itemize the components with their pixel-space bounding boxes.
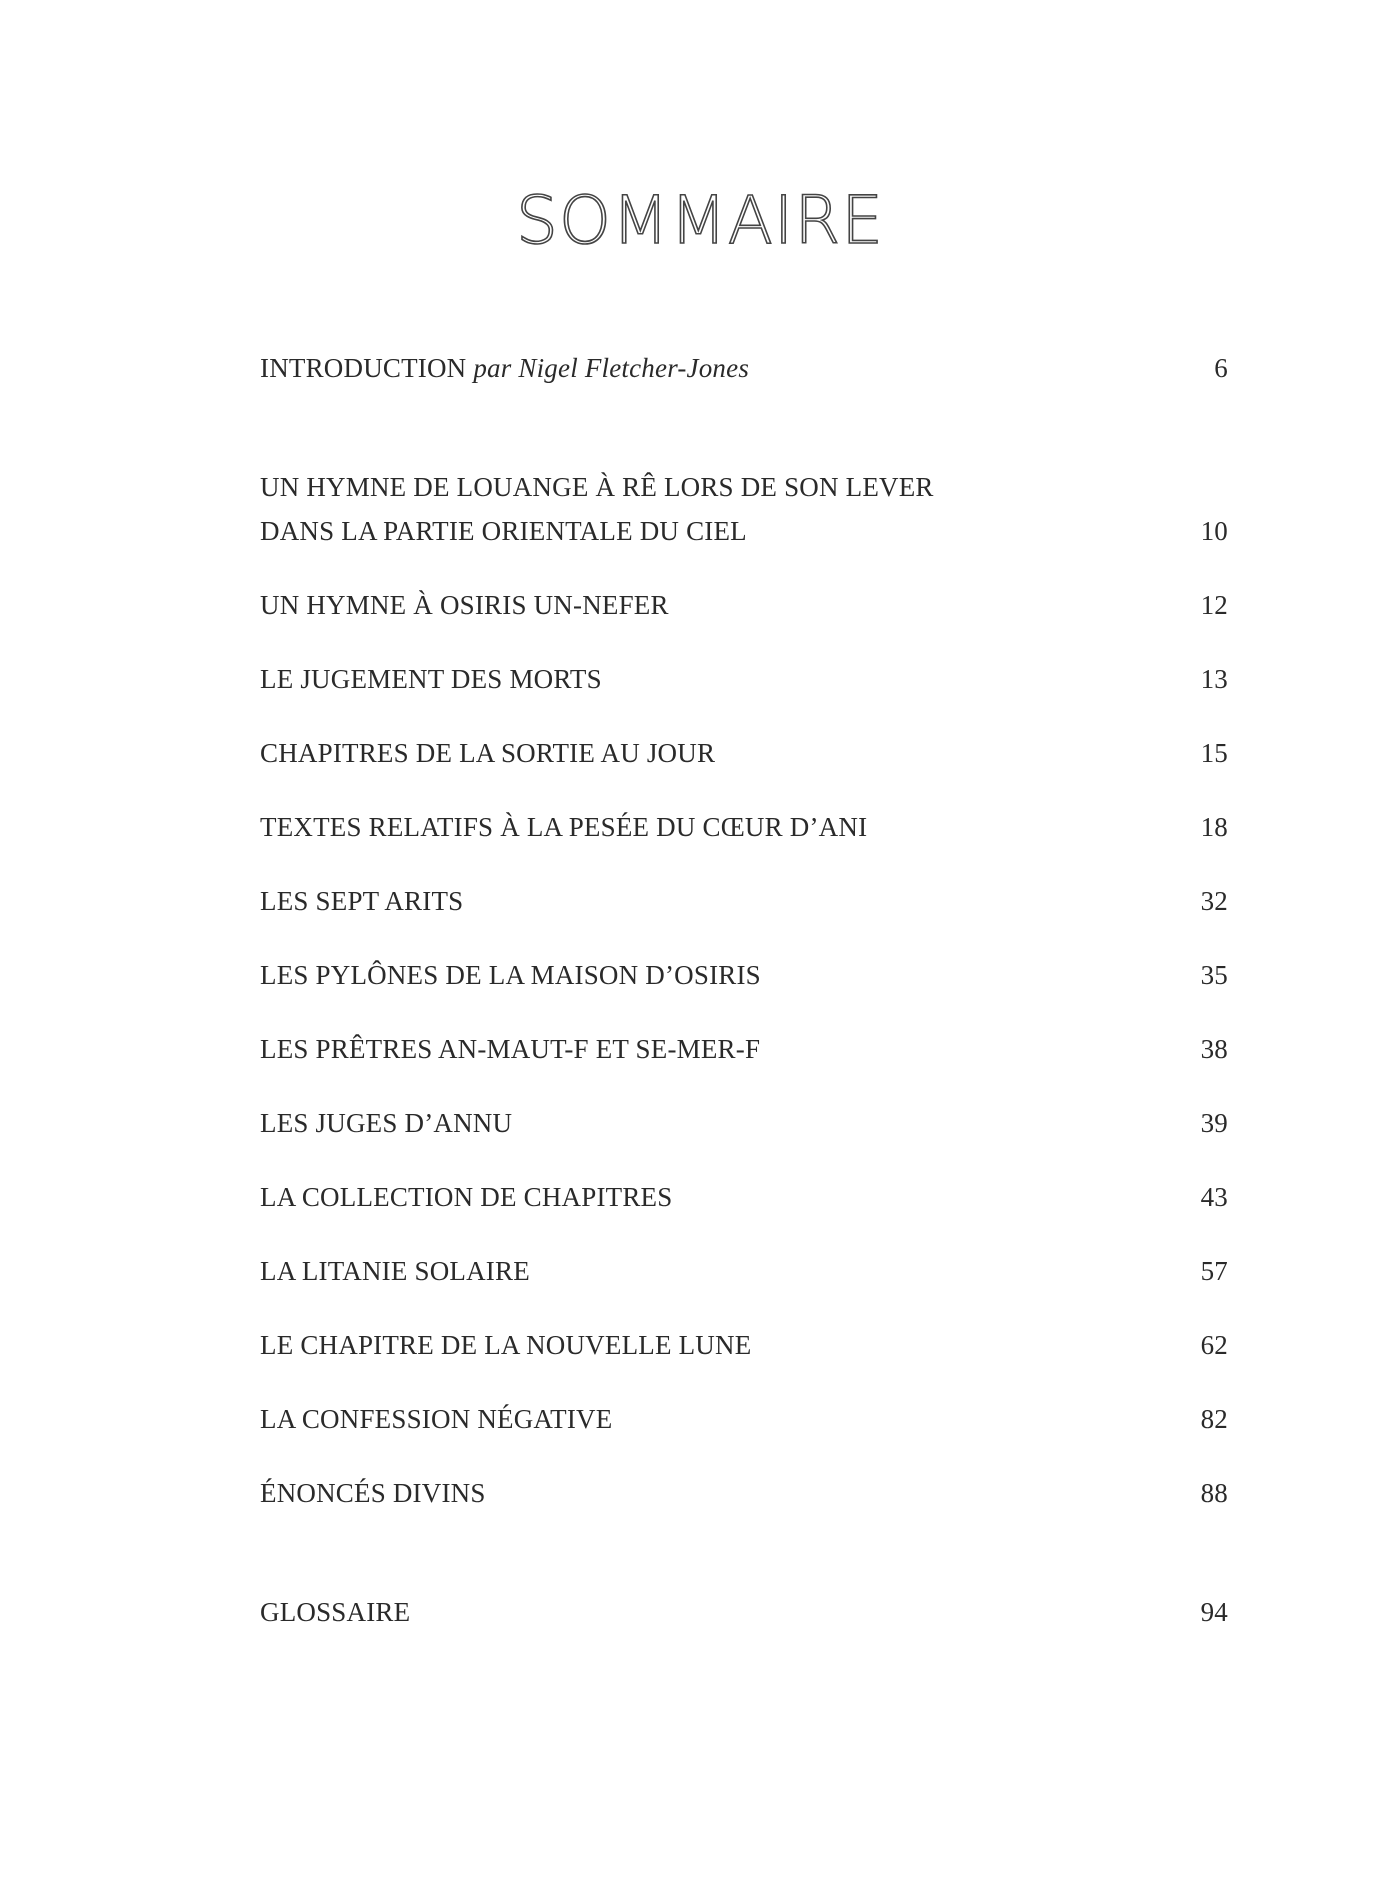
- toc-entry-label-continued: DANS LA PARTIE ORIENTALE DU CIEL: [260, 516, 747, 546]
- page-title: SOMMAIRE: [516, 182, 884, 259]
- toc-entry-page: 13: [1200, 664, 1228, 694]
- toc-entry: [260, 1175, 1228, 1219]
- introduction-author: par Nigel Fletcher-Jones: [473, 353, 750, 383]
- toc-entry-label: GLOSSAIRE: [260, 1597, 411, 1627]
- toc-entry-label: LA LITANIE SOLAIRE: [260, 1256, 530, 1286]
- toc-entry: [260, 1471, 1228, 1515]
- toc-entry-introduction: [260, 346, 1228, 390]
- toc-entry: [260, 657, 1228, 701]
- toc-entry-page: 88: [1200, 1478, 1228, 1508]
- toc-entry-page: 12: [1200, 590, 1228, 620]
- toc-entry-page: 39: [1200, 1108, 1228, 1138]
- toc-entry: [260, 731, 1228, 775]
- toc-entry: [260, 1249, 1228, 1293]
- toc-entry-label: LES SEPT ARITS: [260, 886, 464, 916]
- toc-entry-label: ÉNONCÉS DIVINS: [260, 1478, 486, 1508]
- toc-entry: [260, 1397, 1228, 1441]
- toc-entry-page: 43: [1200, 1182, 1228, 1212]
- toc-entry: [260, 1101, 1228, 1145]
- toc-entry-page: 82: [1200, 1404, 1228, 1434]
- introduction-label: INTRODUCTION: [260, 353, 467, 383]
- toc-entry-page: 15: [1200, 738, 1228, 768]
- toc-entry-label: LA CONFESSION NÉGATIVE: [260, 1404, 613, 1434]
- toc-entry-page: 6: [1214, 353, 1228, 383]
- toc-entry-page: 57: [1200, 1256, 1228, 1286]
- toc-entry-label: LES PYLÔNES DE LA MAISON D’OSIRIS: [260, 960, 761, 990]
- toc-entry-label: LES PRÊTRES AN-MAUT-F ET SE-MER-F: [260, 1034, 761, 1064]
- toc-entry-label: LES JUGES D’ANNU: [260, 1108, 513, 1138]
- toc-entry: [260, 879, 1228, 923]
- toc-entry-page: 94: [1200, 1597, 1228, 1627]
- toc-entry-page: 38: [1200, 1034, 1228, 1064]
- toc-entry: [260, 583, 1228, 627]
- toc-entry-label: LA COLLECTION DE CHAPITRES: [260, 1182, 673, 1212]
- toc-entry-page: 10: [1200, 516, 1228, 546]
- toc-entry-label: [260, 346, 1228, 390]
- toc-entry: [260, 465, 1228, 553]
- toc-entry-page: 62: [1200, 1330, 1228, 1360]
- toc-entry: [260, 953, 1228, 997]
- toc-entry-page: 32: [1200, 886, 1228, 916]
- toc-entry-glossary: [260, 1590, 1228, 1634]
- toc-entry-label: TEXTES RELATIFS À LA PESÉE DU CŒUR D’ANI: [260, 812, 868, 842]
- toc-entry: [260, 1323, 1228, 1367]
- toc-entry-label: UN HYMNE À OSIRIS UN-NEFER: [260, 590, 669, 620]
- toc-entry-label: CHAPITRES DE LA SORTIE AU JOUR: [260, 738, 716, 768]
- toc-entry-page: 18: [1200, 812, 1228, 842]
- toc-entry-label: UN HYMNE DE LOUANGE À RÊ LORS DE SON LEVER: [260, 472, 934, 502]
- toc-entry: [260, 805, 1228, 849]
- toc-entry: [260, 1027, 1228, 1071]
- toc-entry-label: LE JUGEMENT DES MORTS: [260, 664, 602, 694]
- toc-entry-page: 35: [1200, 960, 1228, 990]
- toc-entry-label: LE CHAPITRE DE LA NOUVELLE LUNE: [260, 1330, 752, 1360]
